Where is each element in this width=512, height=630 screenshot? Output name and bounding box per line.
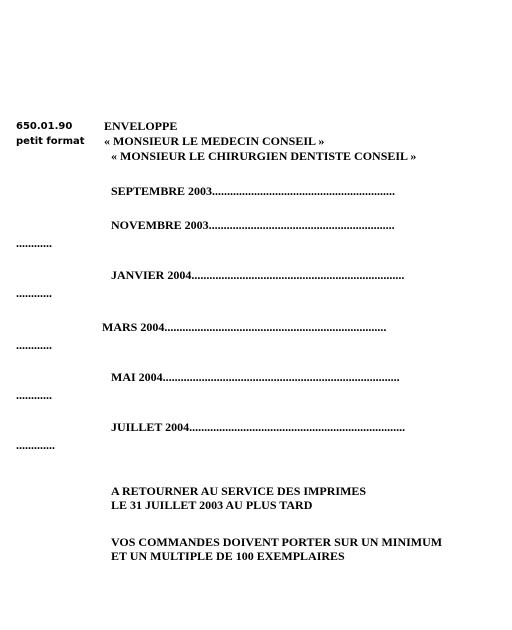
- quantity-dots-2: ............: [16, 286, 52, 300]
- minimum-notice-line-1: VOS COMMANDES DOIVENT PORTER SUR UN MINIMUM: [111, 535, 443, 549]
- order-line-march-2004: MARS 2004..........................................................................: [102, 320, 387, 334]
- format-label: petit format: [16, 136, 85, 147]
- quantity-dots-4: ............: [16, 388, 52, 402]
- addressee-line-1: « MONSIEUR LE MEDECIN CONSEIL »: [104, 134, 325, 148]
- return-notice-line-2: LE 31 JUILLET 2003 AU PLUS TARD: [111, 498, 313, 512]
- quantity-dots-5: .............: [16, 438, 55, 452]
- return-notice-line-1: A RETOURNER AU SERVICE DES IMPRIMES: [111, 484, 367, 498]
- order-line-january-2004: JANVIER 2004.......................................................................: [111, 268, 405, 282]
- order-line-may-2004: MAI 2004...............................................................................: [111, 370, 400, 384]
- quantity-dots-1: ............: [16, 236, 52, 250]
- order-line-july-2004: JUILLET 2004........................................................................: [111, 420, 406, 434]
- addressee-line-2: « MONSIEUR LE CHIRURGIEN DENTISTE CONSEIL »: [111, 149, 417, 163]
- order-line-september-2003: SEPTEMBRE 2003.............................................................: [111, 184, 396, 198]
- order-line-november-2003: NOVEMBRE 2003..............................................................: [111, 218, 395, 232]
- product-code: 650.01.90: [16, 121, 73, 132]
- document-title: ENVELOPPE: [104, 119, 178, 133]
- minimum-notice-line-2: ET UN MULTIPLE DE 100 EXEMPLAIRES: [111, 549, 345, 563]
- quantity-dots-3: ............: [16, 338, 52, 352]
